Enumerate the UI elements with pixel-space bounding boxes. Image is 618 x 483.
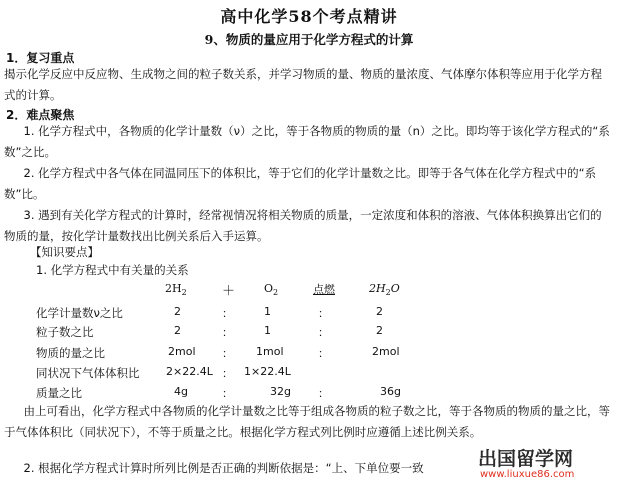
row-label-particles: 粒子数之比	[36, 325, 94, 339]
row-coefficient-water: 2	[376, 305, 383, 318]
knowledge-item-1: 1. 化学方程式中有关量的关系	[36, 263, 189, 277]
knowledge-heading: 【知识要点】	[30, 245, 99, 259]
row-particles-h2: 2	[174, 324, 181, 337]
section-subtitle: 9、物质的量应用于化学方程式的计算	[204, 32, 414, 47]
quantity-relation-table	[0, 278, 618, 398]
row-coefficient-sep1: ：	[222, 307, 233, 320]
row-volume-h2: 2×22.4L	[166, 365, 213, 378]
row-label-gas-volume: 同状况下气体体积比	[36, 366, 140, 380]
paragraph-point-2: 2. 化学方程式中各气体在同温同压下的体积比，等于它们的化学计量数之比。即等于各气体在化学方程式中的“系数”比。	[4, 166, 597, 201]
page-title: 高中化学58个考点精讲	[220, 7, 398, 26]
paragraph-review-points: 揭示化学反应中反应物、生成物之间的粒子数关系，并学习物质的量、物质的量浓度、气体摩尔体积等应用于化学方程式的计算。	[4, 67, 602, 102]
row-label-mass: 质量之比	[36, 386, 82, 400]
row-particles-water: 2	[376, 324, 383, 337]
paragraph-point-3: 3. 遇到有关化学方程式的计算时，经常视情况将相关物质的质量，一定浓度和体积的溶液、气体体积换算出它们的物质的量，按化学计量数找出比例关系后入手运算。	[4, 208, 602, 243]
watermark-brand: 出国留学网	[478, 448, 574, 470]
row-mass-h2: 4g	[174, 385, 188, 398]
heading-difficulty-focus: 2．难点聚焦	[6, 108, 75, 122]
equation-condition: 点燃	[313, 283, 335, 296]
row-moles-o2: 1mol	[256, 345, 284, 358]
row-mass-sep1: ：	[222, 387, 233, 400]
equation-plus: ＋	[222, 284, 236, 299]
row-moles-sep1: ：	[222, 347, 233, 360]
row-moles-h2: 2mol	[168, 345, 196, 358]
row-coefficient-h2: 2	[174, 305, 181, 318]
equation-water: $2H_2O$	[369, 282, 400, 298]
row-particles-o2: 1	[264, 324, 271, 337]
row-label-moles: 物质的量之比	[36, 346, 105, 360]
equation-h2: $2H_2$	[165, 282, 187, 298]
row-label-coefficient: 化学计量数ν之比	[36, 306, 123, 320]
row-coefficient-o2: 1	[264, 305, 271, 318]
row-mass-o2: 32g	[270, 385, 291, 398]
heading-review-points: 1．复习重点	[6, 51, 75, 65]
row-coefficient-sep2: ：	[318, 307, 329, 320]
paragraph-point-1: 1. 化学方程式中，各物质的化学计量数（ν）之比，等于各物质的物质的量（n）之比。即均等于该化学方程式的“系数”之比。	[4, 124, 610, 159]
row-mass-water: 36g	[380, 385, 401, 398]
row-moles-sep2: ：	[318, 347, 329, 360]
watermark-url: www.liuxue86.com	[480, 469, 575, 480]
paragraph-item-2: 2. 根据化学方程式计算时所列比例是否正确的判断依据是：“上、下单位要一致	[23, 461, 424, 475]
paragraph-conclusion: 由上可看出，化学方程式中各物质的化学计量数之比等于组成各物质的粒子数之比，等于各物质的物质的量之比，等于气体体积比（同状况下），不等于质量之比。根据化学方程式列比例时应遵循上述比例关系。	[4, 404, 611, 439]
equation-o2: $O_2$	[264, 282, 279, 298]
row-particles-sep1: ：	[222, 326, 233, 339]
row-volume-sep1: ：	[222, 367, 233, 380]
row-volume-o2: 1×22.4L	[244, 365, 291, 378]
row-particles-sep2: ：	[318, 326, 329, 339]
row-moles-water: 2mol	[372, 345, 400, 358]
row-mass-sep2: ：	[318, 387, 329, 400]
